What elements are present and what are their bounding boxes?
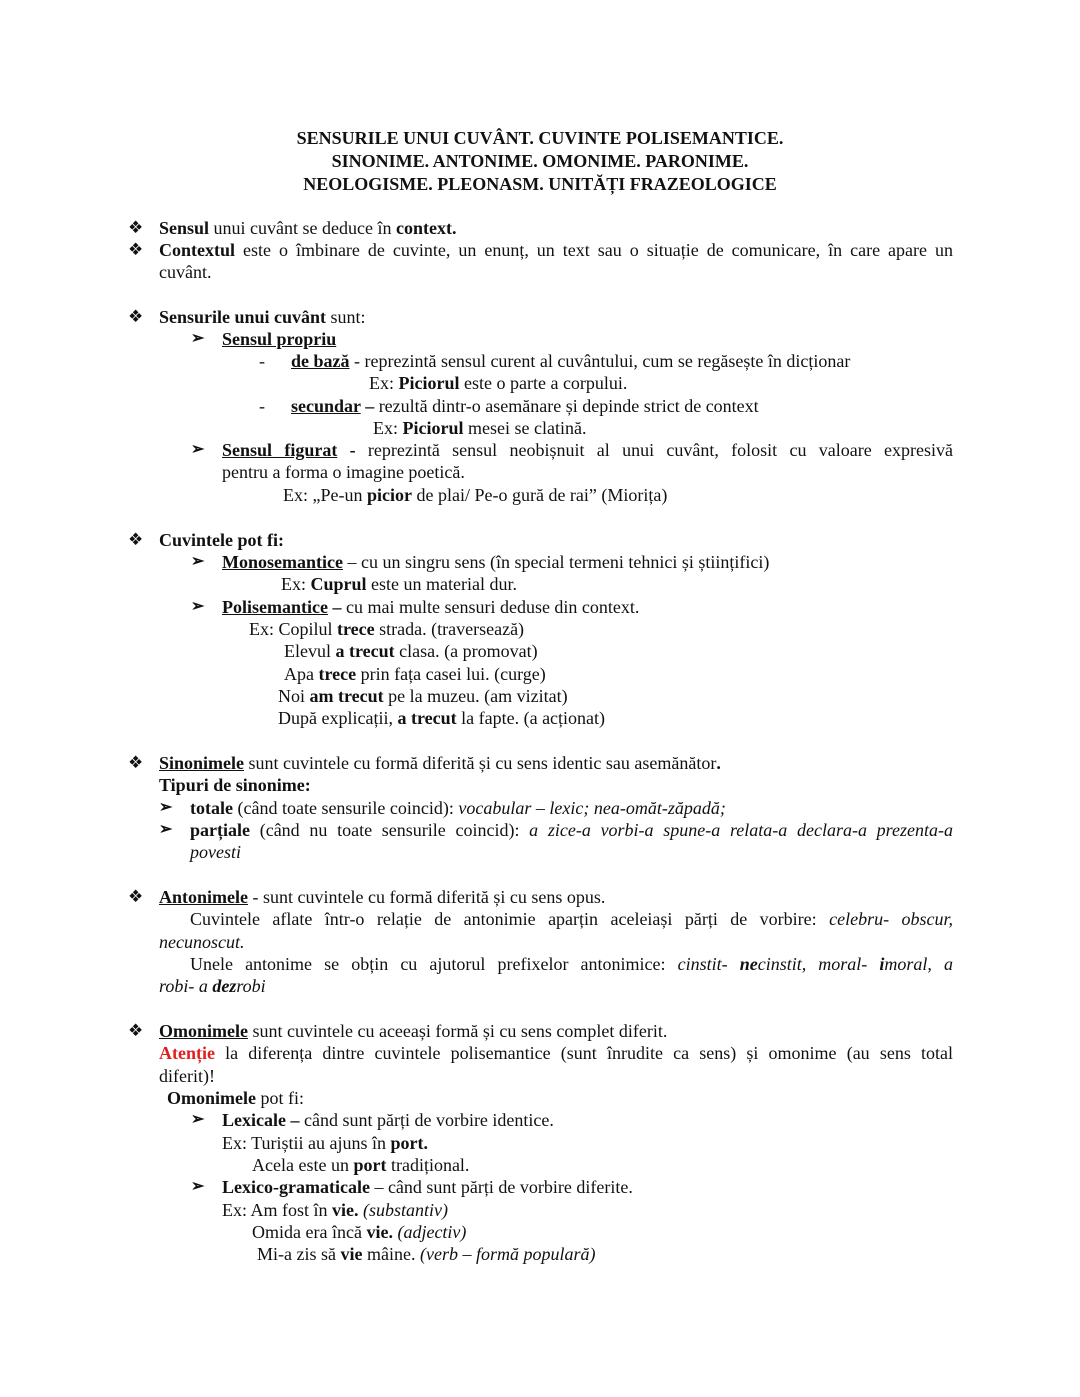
omonime-atentie: Atenție la diferența dintre cuvintele polisemantice (sunt înrudite ca sens) și omonime (au sens total xyxy=(159,1043,953,1063)
omonime-heading: Omonimele sunt cuvintele cu aceeași formă și cu sens complet diferit. xyxy=(159,1021,668,1041)
intro-line-3: cuvânt. xyxy=(159,262,212,282)
antonime-heading: Antonimele - sunt cuvintele cu formă diferită și cu sens opus. xyxy=(159,887,606,907)
bullet-icon: ❖ xyxy=(128,307,144,326)
polisemantice-example-5: După explicații, a trecut la fapte. (a acționat) xyxy=(278,708,606,728)
sens-figurat-example: Ex: „Pe-un picior de plai/ Pe-o gură de rai” (Miorița) xyxy=(283,485,668,505)
arrow-icon: ➢ xyxy=(159,799,173,816)
title-line-3: NEOLOGISME. PLEONASM. UNITĂȚI FRAZEOLOGICE xyxy=(303,174,777,194)
sens-propriu-label: Sensul propriu xyxy=(222,329,337,349)
intro-line-1: Sensul unui cuvânt se deduce în context. xyxy=(159,218,457,238)
bullet-icon: ❖ xyxy=(128,753,144,772)
monosemantice: Monosemantice – cu un singru sens (în special termeni tehnici și științifici) xyxy=(222,552,770,572)
omonime-lg-example-3: Mi-a zis să vie mâine. (verb – formă populară) xyxy=(257,1244,596,1264)
polisemantice-example-2: Elevul a trecut clasa. (a promovat) xyxy=(284,641,538,661)
intro-line-2: Contextul este o îmbinare de cuvinte, un enunț, un text sau o situație de comunicare, în care apare un xyxy=(159,240,953,260)
sinonime-tipuri: Tipuri de sinonime: xyxy=(159,775,311,795)
antonime-para-1-cont: necunoscut. xyxy=(159,932,245,952)
sens-secundar: secundar – rezultă dintr-o asemănare și depinde strict de context xyxy=(291,396,759,416)
polisemantice: Polisemantice – cu mai multe sensuri deduse din context. xyxy=(222,597,640,617)
antonime-para-1: Cuvintele aflate într-o relație de antonimie aparțin aceleiași părți de vorbire: celebru- obscur, xyxy=(190,909,953,929)
sens-figurat-cont: pentru a forma o imagine poetică. xyxy=(222,462,465,482)
monosemantice-example: Ex: Cuprul este un material dur. xyxy=(281,574,517,594)
antonime-para-2-cont: robi- a dezrobi xyxy=(159,976,266,996)
sinonime-heading: Sinonimele sunt cuvintele cu formă diferită și cu sens identic sau asemănător. xyxy=(159,753,721,773)
arrow-icon: ➢ xyxy=(191,330,205,347)
bullet-icon: ❖ xyxy=(128,530,144,549)
polisemantice-example-4: Noi am trecut pe la muzeu. (am vizitat) xyxy=(278,686,568,706)
arrow-icon: ➢ xyxy=(191,598,205,615)
sensuri-heading: Sensurile unui cuvânt sunt: xyxy=(159,307,366,327)
bullet-icon: ❖ xyxy=(128,1021,144,1040)
sens-secundar-example: Ex: Piciorul mesei se clatină. xyxy=(373,418,587,438)
title-line-2: SINONIME. ANTONIME. OMONIME. PARONIME. xyxy=(331,151,749,171)
omonime-atentie-cont: diferit)! xyxy=(159,1066,215,1086)
bullet-icon: ❖ xyxy=(128,218,144,237)
bullet-icon: ❖ xyxy=(128,240,144,259)
polisemantice-example-1: Ex: Copilul trece strada. (traversează) xyxy=(249,619,525,639)
sens-figurat: Sensul figurat - reprezintă sensul neobișnuit al unui cuvânt, folosit cu valoare expresivă xyxy=(222,440,953,460)
sinonime-partiale-cont: povesti xyxy=(190,842,241,862)
sens-baza-example: Ex: Piciorul este o parte a corpului. xyxy=(369,373,628,393)
omonime-lg-example-1: Ex: Am fost în vie. (substantiv) xyxy=(222,1200,449,1220)
dash-icon: - xyxy=(259,396,265,416)
page-title xyxy=(0,127,1080,196)
title-line-1: SENSURILE UNUI CUVÂNT. CUVINTE POLISEMANTICE. xyxy=(296,128,784,148)
arrow-icon: ➢ xyxy=(159,821,173,838)
omonime-lexico-gramaticale: Lexico-gramaticale – când sunt părți de vorbire diferite. xyxy=(222,1177,633,1197)
arrow-icon: ➢ xyxy=(191,1111,205,1128)
polisemantice-example-3: Apa trece prin fața casei lui. (curge) xyxy=(284,664,546,684)
arrow-icon: ➢ xyxy=(191,1178,205,1195)
sinonime-totale: totale (când toate sensurile coincid): vocabular – lexic; nea-omăt-zăpadă; xyxy=(190,798,726,818)
arrow-icon: ➢ xyxy=(191,441,205,458)
sinonime-partiale: parțiale (când nu toate sensurile coincid): a zice-a vorbi-a spune-a relata-a declara-a prezenta-a xyxy=(190,820,953,840)
arrow-icon: ➢ xyxy=(191,553,205,570)
dash-icon: - xyxy=(259,351,265,371)
omonime-lexicale: Lexicale – când sunt părți de vorbire identice. xyxy=(222,1110,554,1130)
cuvinte-heading: Cuvintele pot fi: xyxy=(159,530,284,550)
omonime-lexicale-example-2: Acela este un port tradițional. xyxy=(252,1155,470,1175)
omonime-lg-example-2: Omida era încă vie. (adjectiv) xyxy=(252,1222,467,1242)
bullet-icon: ❖ xyxy=(128,887,144,906)
omonime-lexicale-example-1: Ex: Turiștii au ajuns în port. xyxy=(222,1133,429,1153)
sens-baza: de bază - reprezintă sensul curent al cuvântului, cum se regăsește în dicționar xyxy=(291,351,851,371)
omonime-pot-fi: Omonimele pot fi: xyxy=(167,1088,304,1108)
antonime-para-2: Unele antonime se obțin cu ajutorul prefixelor antonimice: cinstit- necinstit, moral- imoral, a xyxy=(190,954,954,974)
